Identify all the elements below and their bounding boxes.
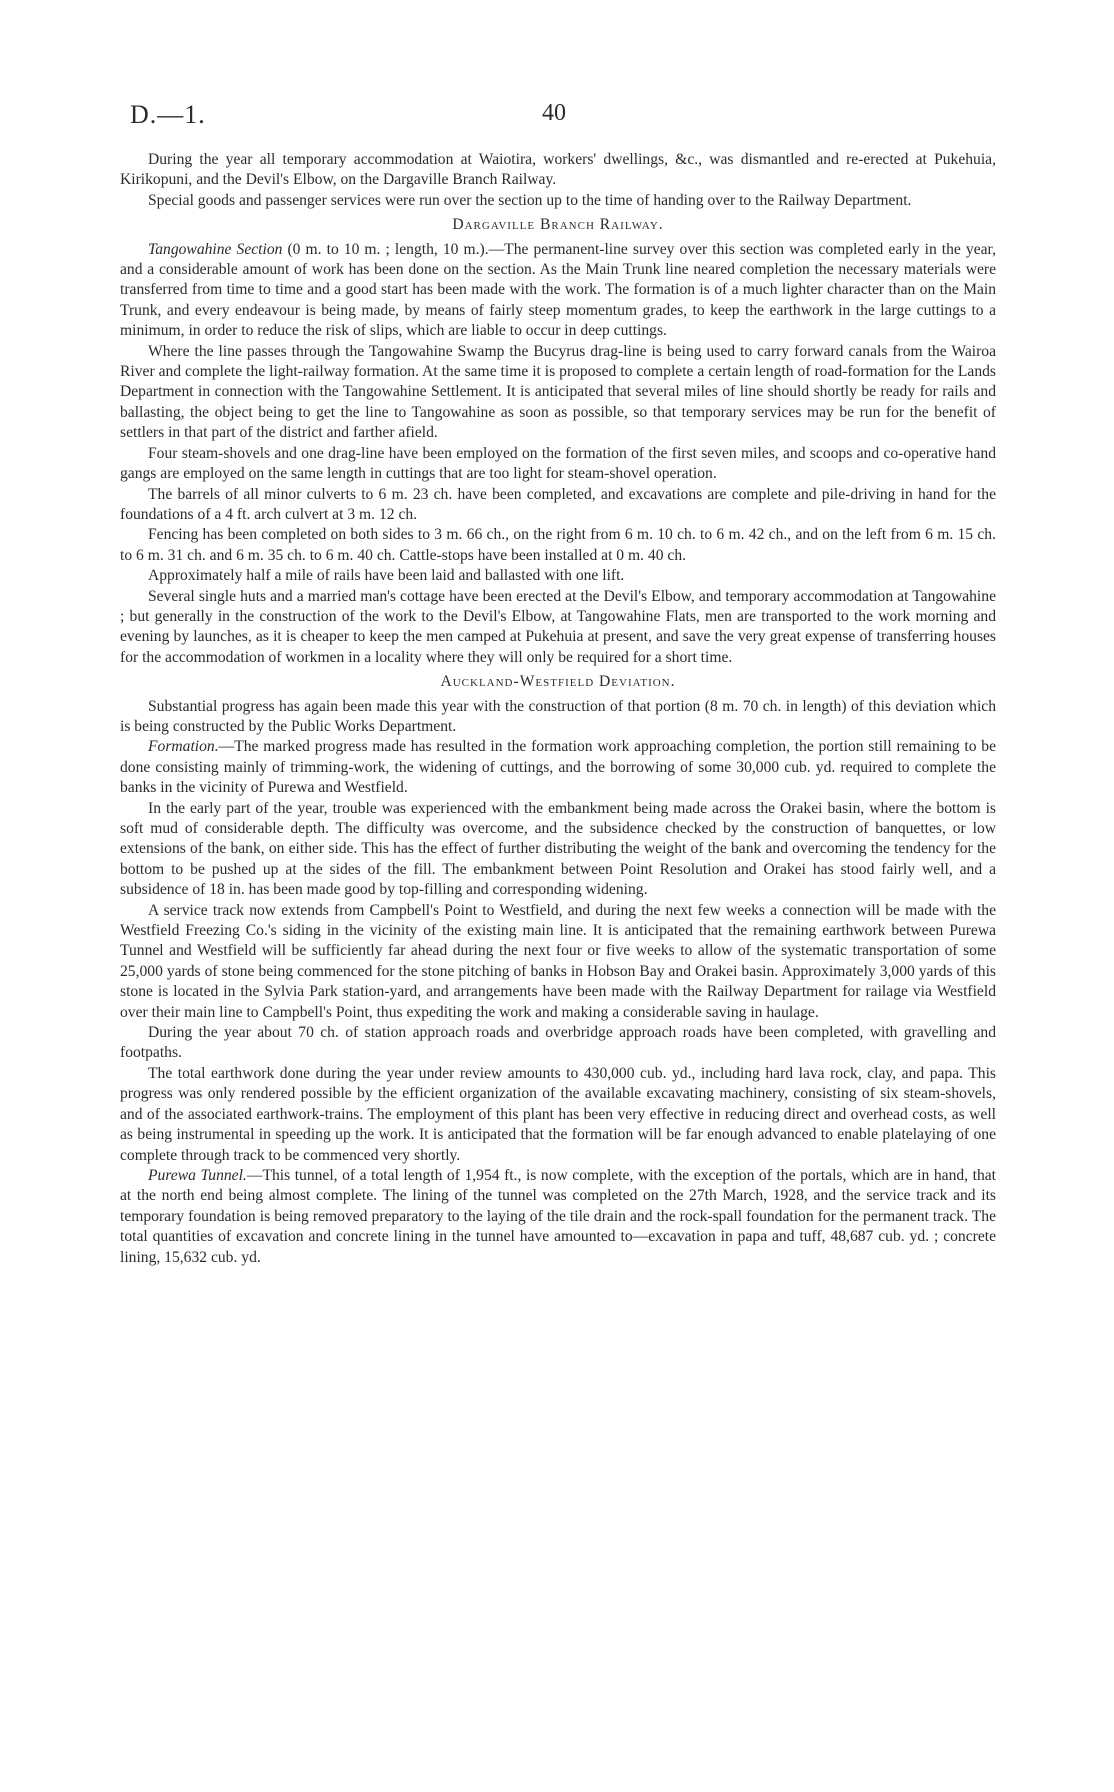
paragraph-text: —The marked progress made has resulted in the formation work approaching completion, the portion still remaining to be done consisting mainly of trimming-work, the widening of cuttings, and the borrowing of some 30,000 cub. yd. required to complete the banks in the vicinity of Purewa and Westfield.: [120, 738, 996, 797]
page-number: 40: [542, 100, 566, 126]
paragraph: [120, 485, 996, 526]
paragraph-text: A service track now extends from Campbell's Point to Westfield, and during the next few weeks a connection will be made with the Westfield Freezing Co.'s siding in the vicinity of the existing main line. It is anticipated that the remaining earthwork between Purewa Tunnel and Westfield will be sufficiently far ahead during the next four or five weeks to allow of the systematic transportation of some 25,000 yards of stone being commenced for the stone pitching of banks in Hobson Bay and Orakei basin. Approximately 3,000 yards of this stone is located in the Sylvia Park station-yard, and arrangements have been made with the Railway Department for railage via Westfield over their main line to Campbell's Point, thus expediting the work and making a considerable saving in haulage.: [120, 901, 996, 1021]
paragraph: [120, 150, 996, 191]
paragraph: [120, 1023, 996, 1064]
paragraph-lead: Formation.: [148, 738, 219, 756]
paragraph: [120, 1166, 996, 1268]
paragraph: [120, 525, 996, 566]
document-body: [120, 150, 996, 1268]
paragraph-text: Approximately half a mile of rails have been laid and ballasted with one lift.: [148, 567, 625, 585]
paragraph: [120, 901, 996, 1023]
paragraph: [120, 737, 996, 798]
paragraph-text: The total earthwork done during the year under review amounts to 430,000 cub. yd., including hard lava rock, clay, and papa. This progress was only rendered possible by the efficient organization of the available excavating machinery, consisting of six steam-shovels, and of the associated earthwork-trains. The employment of this plant has been very effective in reducing direct and overhead costs, as well as being instrumental in speeding up the work. It is anticipated that the formation will be far enough advanced to enable platelaying of one complete through track to be commenced very shortly.: [120, 1064, 996, 1164]
paragraph: [120, 799, 996, 901]
paragraph-text: Where the line passes through the Tangowahine Swamp the Bucyrus drag-line is being used to carry forward canals from the Wairoa River and complete the light-railway formation. At the same time it is proposed to complete a certain length of road-formation for the Lands Department in connection with the Tangowahine Settlement. It is anticipated that several miles of line should shortly be ready for rails and ballasting, the object being to get the line to Tangowahine as soon as possible, so that temporary services may be run for the benefit of settlers in that part of the district and farther afield.: [120, 342, 996, 442]
paragraph-text: Fencing has been completed on both sides to 3 m. 66 ch., on the right from 6 m. 10 ch. to 6 m. 42 ch., and on the left from 6 m. 15 ch. to 6 m. 31 ch. and 6 m. 35 ch. to 6 m. 40 ch. Cattle-stops have been installed at 0 m. 40 ch.: [120, 526, 996, 564]
paragraph: [120, 566, 996, 586]
paragraph-text: The barrels of all minor culverts to 6 m. 23 ch. have been completed, and excavations are complete and pile-driving in hand for the foundations of a 4 ft. arch culvert at 3 m. 12 ch.: [120, 485, 996, 523]
paragraph-lead: Tangowahine Section: [148, 240, 283, 258]
paragraph: [120, 342, 996, 444]
paragraph-lead: Purewa Tunnel.: [148, 1166, 247, 1184]
paragraph: [120, 697, 996, 738]
paragraph: [120, 240, 996, 342]
section-heading: Auckland-Westfield Deviation.: [440, 673, 676, 691]
document-reference: D.—1.: [130, 100, 206, 129]
paragraph-text: —This tunnel, of a total length of 1,954 ft., is now complete, with the exception of the portals, which are in hand, that at the north end being almost complete. The lining of the tunnel was completed on the 27th March, 1928, and the service track and its temporary foundation is being removed preparatory to the laying of the tile drain and the rock-spall foundation for the permanent track. The total quantities of excavation and concrete lining in the tunnel have amounted to—excavation in papa and tuff, 48,687 cub. yd. ; concrete lining, 15,632 cub. yd.: [120, 1166, 997, 1266]
paragraph-text: During the year all temporary accommodation at Waiotira, workers' dwellings, &c., was dismantled and re-erected at Pukehuia, Kirikopuni, and the Devil's Elbow, on the Dargaville Branch Railway.: [120, 151, 996, 189]
paragraph: [120, 1064, 996, 1166]
paragraph: [120, 587, 996, 669]
paragraph-text: In the early part of the year, trouble was experienced with the embankment being made across the Orakei basin, where the bottom is soft mud of considerable depth. The difficulty was overcome, and the subsidence checked by the construction of banquettes, or low extensions of the bank, on either side. This has the effect of further distributing the weight of the bank and overcoming the tendency for the bottom to be pushed up at the sides of the fill. The embankment between Point Resolution and Orakei has stood fairly well, and a subsidence of 18 in. has been made good by top-filling and corresponding widening.: [120, 799, 996, 899]
paragraph-text: Several single huts and a married man's cottage have been erected at the Devil's Elbow, and temporary accommodation at Tangowahine ; but generally in the construction of the work to the Devil's Elbow, at Tangowahine Flats, men are transported to the work morning and evening by launches, as it is cheaper to keep the men camped at Pukehuia at present, and save the very great expense of transferring houses for the accommodation of workmen in a locality where they will only be required for a short time.: [120, 587, 996, 666]
paragraph-text: Substantial progress has again been made this year with the construction of that portion (8 m. 70 ch. in length) of this deviation which is being constructed by the Public Works Department.: [120, 697, 996, 735]
paragraph-text: During the year about 70 ch. of station approach roads and overbridge approach roads have been completed, with gravelling and footpaths.: [120, 1024, 996, 1062]
paragraph-text: Special goods and passenger services were run over the section up to the time of handing over to the Railway Department.: [148, 191, 912, 209]
paragraph-text: (0 m. to 10 m. ; length, 10 m.).—The permanent-line survey over this section was completed early in the year, and a considerable amount of work has been done on the section. As the Main Trunk line neared completion the necessary materials were transferred from time to time and a good start has been made with the work. The formation is of a much lighter character than on the Main Trunk, and every endeavour is being made, by means of fairly steep momentum grades, to keep the earthwork in the large cuttings to a minimum, in order to reduce the risk of slips, which are liable to occur in deep cuttings.: [120, 240, 996, 340]
paragraph-text: Four steam-shovels and one drag-line have been employed on the formation of the first seven miles, and scoops and co-operative hand gangs are employed on the same length in cuttings that are too light for steam-shovel operation.: [120, 444, 996, 483]
paragraph: [120, 444, 996, 485]
section-heading: Dargaville Branch Railway.: [452, 216, 664, 234]
paragraph: [120, 191, 996, 211]
